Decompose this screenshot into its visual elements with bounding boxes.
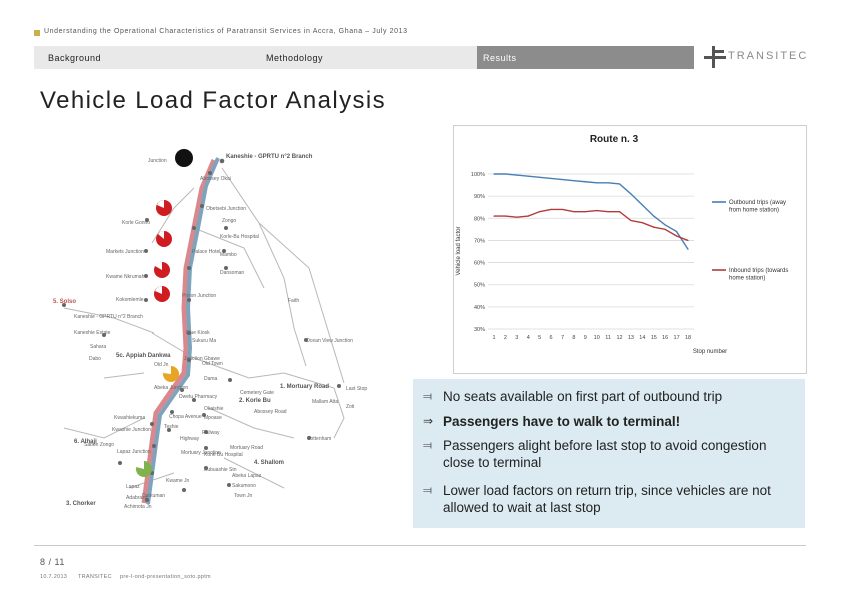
svg-text:Dabo: Dabo <box>89 356 101 362</box>
chart-point <box>653 215 654 216</box>
chart-point <box>676 231 677 232</box>
svg-text:Korle-Bu Hospital: Korle-Bu Hospital <box>220 234 259 240</box>
chart-y-tick-label: 50% <box>473 282 485 289</box>
chart-point <box>493 215 494 216</box>
page-title: Vehicle Load Factor Analysis <box>40 87 387 114</box>
svg-text:Tottenham: Tottenham <box>308 436 332 442</box>
transitec-logo-icon <box>702 44 728 70</box>
svg-text:Abeka Junction: Abeka Junction <box>154 385 189 391</box>
bullet-marker: ⫤ <box>423 389 433 403</box>
chart-point <box>516 175 517 176</box>
route-map <box>44 128 414 520</box>
finding-item <box>423 388 797 405</box>
chart-x-tick-label: 18 <box>684 335 692 341</box>
svg-text:Mpoase: Mpoase <box>204 415 222 421</box>
chart-x-tick-label: 1 <box>492 335 496 341</box>
footer-org: TRANSITEC <box>78 574 112 580</box>
chart-x-tick-label: 3 <box>515 335 519 341</box>
svg-text:Mallam Atta: Mallam Atta <box>312 399 339 405</box>
chart-y-axis-label: Vehicle load factor <box>456 226 462 276</box>
svg-text:Chopa Avenue: Chopa Avenue <box>169 414 202 420</box>
chart-point <box>630 220 631 221</box>
svg-text:Teshie: Teshie <box>164 424 179 430</box>
chart-point <box>516 217 517 218</box>
header-title: Understanding the Operational Characteristics of Paratransit Services in Accra, Ghana – July 2013 <box>44 28 408 35</box>
chart-x-axis-label: Stop number <box>692 349 728 355</box>
svg-text:Last Stop: Last Stop <box>346 386 368 392</box>
map-label-shallom: 4. Shallom <box>254 460 285 466</box>
svg-text:Abossey Road: Abossey Road <box>254 409 287 415</box>
chart-x-tick-label: 16 <box>662 335 669 341</box>
map-label-alhaji: 6. Alhaji <box>74 439 97 445</box>
chart-point <box>596 182 597 183</box>
svg-text:Palace Hotel: Palace Hotel <box>192 249 221 255</box>
chart-frame <box>453 125 807 374</box>
chart-y-tick-label: 30% <box>473 327 485 333</box>
chart-point <box>596 210 597 211</box>
svg-text:Sahara: Sahara <box>90 344 107 350</box>
arrow-marker: ⇒ <box>423 414 434 428</box>
svg-text:Ocean View Junction: Ocean View Junction <box>306 338 353 344</box>
svg-text:Dwetu Pharmacy: Dwetu Pharmacy <box>179 394 218 400</box>
finding-text: Lower load factors on return trip, since vehicles are not allowed to wait at last stop <box>443 483 771 515</box>
footer-divider <box>34 545 806 546</box>
chart-x-tick-label: 5 <box>538 335 542 341</box>
chart-point <box>528 215 529 216</box>
svg-text:Sakumono: Sakumono <box>232 483 256 489</box>
chart-x-tick-label: 9 <box>583 335 587 341</box>
chart-point <box>539 211 540 212</box>
map-small-labels <box>74 158 367 510</box>
svg-text:Kokomlemle: Kokomlemle <box>116 297 144 303</box>
chart-point <box>608 211 609 212</box>
chart-x-tick-label: 7 <box>560 335 565 341</box>
map-secondary-roads <box>64 168 344 488</box>
svg-text:Kwashie Junction: Kwashie Junction <box>112 427 151 433</box>
svg-text:Old Town: Old Town <box>202 361 223 367</box>
nav-item-results[interactable]: Results <box>483 53 517 63</box>
svg-text:Sabon Zongo: Sabon Zongo <box>84 442 115 448</box>
svg-text:Dansoman: Dansoman <box>220 270 245 276</box>
chart-legend-label: Inbound trips (towards home station) <box>729 268 789 282</box>
finding-item <box>423 482 797 516</box>
chart-point <box>665 229 666 230</box>
svg-text:Old Jn: Old Jn <box>154 362 169 368</box>
bullet-marker: ⫤ <box>423 483 433 497</box>
chart-point <box>687 249 688 250</box>
chart-point <box>539 177 540 178</box>
chart-x-tick-label: 12 <box>616 335 623 341</box>
svg-text:Achimota Jn: Achimota Jn <box>124 504 152 510</box>
chart-x-tick-label: 8 <box>572 335 576 341</box>
svg-text:Prison Junction: Prison Junction <box>182 293 217 299</box>
map-label-appiah: 5c. Appiah Dankwa <box>116 353 171 359</box>
chart-x-tick-label: 2 <box>503 335 507 341</box>
chart-legend <box>712 200 788 282</box>
map-label-korlebu: 2. Korle Bu <box>239 398 271 404</box>
chart-point <box>562 209 563 210</box>
svg-text:Abossey Okai: Abossey Okai <box>200 176 231 182</box>
transitec-logo <box>702 44 814 70</box>
nav-item-methodology[interactable]: Methodology <box>266 53 324 63</box>
chart-series <box>493 173 688 249</box>
svg-text:Abeka Lapaz: Abeka Lapaz <box>232 473 262 479</box>
chart-point <box>573 180 574 181</box>
chart-x-tick-label: 13 <box>627 335 635 341</box>
chart-point <box>585 211 586 212</box>
chart-point <box>642 204 643 205</box>
chart-point <box>505 215 506 216</box>
load-factor-chart <box>454 126 806 373</box>
finding-text: Passengers alight before last stop to avoid congestion close to terminal <box>443 438 767 470</box>
logo-text: TRANSITEC <box>728 50 809 62</box>
svg-text:Faith: Faith <box>288 298 300 304</box>
svg-text:Kwame Jn: Kwame Jn <box>166 478 190 484</box>
svg-text:Kaneshie Estate: Kaneshie Estate <box>74 330 111 336</box>
map-label-solso: 5. Solso <box>53 299 77 305</box>
svg-text:Dama: Dama <box>204 376 218 382</box>
map-label-junction: Junction <box>148 158 167 164</box>
svg-text:Highway: Highway <box>180 436 200 442</box>
chart-x-tick-label: 14 <box>639 335 646 341</box>
chart-x-tick-label: 4 <box>526 335 530 341</box>
svg-text:Kaneshie - GPRTU n°2 Branch: Kaneshie - GPRTU n°2 Branch <box>74 314 143 320</box>
chart-point <box>562 179 563 180</box>
finding-item <box>423 437 797 471</box>
chart-x-tick-label: 10 <box>593 335 600 341</box>
svg-text:Korle Gonno: Korle Gonno <box>122 220 151 226</box>
svg-text:Mambo: Mambo <box>220 252 237 258</box>
svg-text:Zoti: Zoti <box>346 404 355 410</box>
chart-y-tick-label: 80% <box>473 216 485 223</box>
footer-file: pre-l-ond-presentation_soto.pptm <box>120 574 211 580</box>
chart-point <box>665 224 666 225</box>
svg-text:Kwashiekuma: Kwashiekuma <box>114 415 146 421</box>
nav-item-background[interactable]: Background <box>48 53 102 63</box>
chart-point <box>619 211 620 212</box>
chart-point <box>550 178 551 179</box>
chart-x-tick-label: 17 <box>673 335 680 341</box>
chart-point <box>608 182 609 183</box>
chart-point <box>687 240 688 241</box>
chart-x-tick-label: 11 <box>605 335 611 341</box>
chart-point <box>642 222 643 223</box>
chart-point <box>630 193 631 194</box>
svg-text:Darkuman: Darkuman <box>142 493 166 499</box>
svg-text:Markets Junction: Markets Junction <box>106 249 144 255</box>
svg-text:Lapaz: Lapaz <box>126 484 140 490</box>
chart-legend-label: Outbound trips (away from home station) <box>729 200 787 214</box>
footer-date: 10.7.2013 <box>40 574 68 580</box>
svg-text:Sukuru Ma: Sukuru Ma <box>192 338 217 344</box>
chart-x-ticks <box>492 335 691 341</box>
chart-point <box>528 176 529 177</box>
chart-y-tick-label: 70% <box>473 238 485 245</box>
chart-x-tick-label: 15 <box>650 335 657 341</box>
chart-point <box>585 181 586 182</box>
finding-item-emphasis <box>423 413 797 430</box>
chart-point <box>573 211 574 212</box>
finding-text: Passengers have to walk to terminal! <box>443 414 681 429</box>
chart-point <box>653 227 654 228</box>
chart-y-tick-label: 100% <box>470 172 485 178</box>
chart-x-tick-label: 6 <box>549 335 553 341</box>
findings-box <box>413 379 805 528</box>
map-label-chorker: 3. Chorker <box>66 501 96 507</box>
finding-text: No seats available on first part of outbound trip <box>443 389 723 404</box>
chart-point <box>676 235 677 236</box>
chart-grid <box>488 174 694 329</box>
svg-text:Town Jn: Town Jn <box>234 493 253 499</box>
map-label-kaneshie: Kaneshie - GPRTU n°2 Branch <box>226 154 313 160</box>
chart-y-tick-label: 40% <box>473 304 485 311</box>
chart-point <box>493 173 494 174</box>
header-accent-square <box>34 30 40 36</box>
svg-text:Blue Kiosk: Blue Kiosk <box>186 330 210 336</box>
svg-text:Junction Gbawe: Junction Gbawe <box>184 356 220 362</box>
svg-text:Railway: Railway <box>202 430 220 436</box>
chart-y-tick-label: 90% <box>473 194 485 201</box>
page-number: 8 / 11 <box>40 557 65 567</box>
svg-text:Korle Bu Hospital: Korle Bu Hospital <box>204 452 243 458</box>
chart-point <box>550 209 551 210</box>
svg-text:Lapaz Junction: Lapaz Junction <box>117 449 151 455</box>
bullet-marker: ⫤ <box>423 438 433 452</box>
chart-y-ticks <box>471 172 485 333</box>
chart-title: Route n. 3 <box>589 134 639 145</box>
svg-text:Bubuashie Stn: Bubuashie Stn <box>204 467 237 473</box>
svg-text:Zongo: Zongo <box>222 218 237 224</box>
svg-text:Adabraka: Adabraka <box>126 495 148 501</box>
map-label-mortuary: 1. Mortuary Road <box>280 384 330 390</box>
chart-series-line-inbound <box>494 209 688 240</box>
svg-text:Mortuary Road: Mortuary Road <box>230 445 264 451</box>
chart-point <box>505 173 506 174</box>
chart-point <box>619 183 620 184</box>
svg-text:Okaishie: Okaishie <box>204 406 224 412</box>
svg-text:Kwame Nkrumah: Kwame Nkrumah <box>106 274 145 280</box>
svg-text:Mortuary Junction: Mortuary Junction <box>181 450 221 456</box>
svg-text:Obetsebi Junction: Obetsebi Junction <box>206 206 247 212</box>
chart-y-tick-label: 60% <box>473 260 485 267</box>
svg-text:Cemetery Gate: Cemetery Gate <box>240 390 274 396</box>
